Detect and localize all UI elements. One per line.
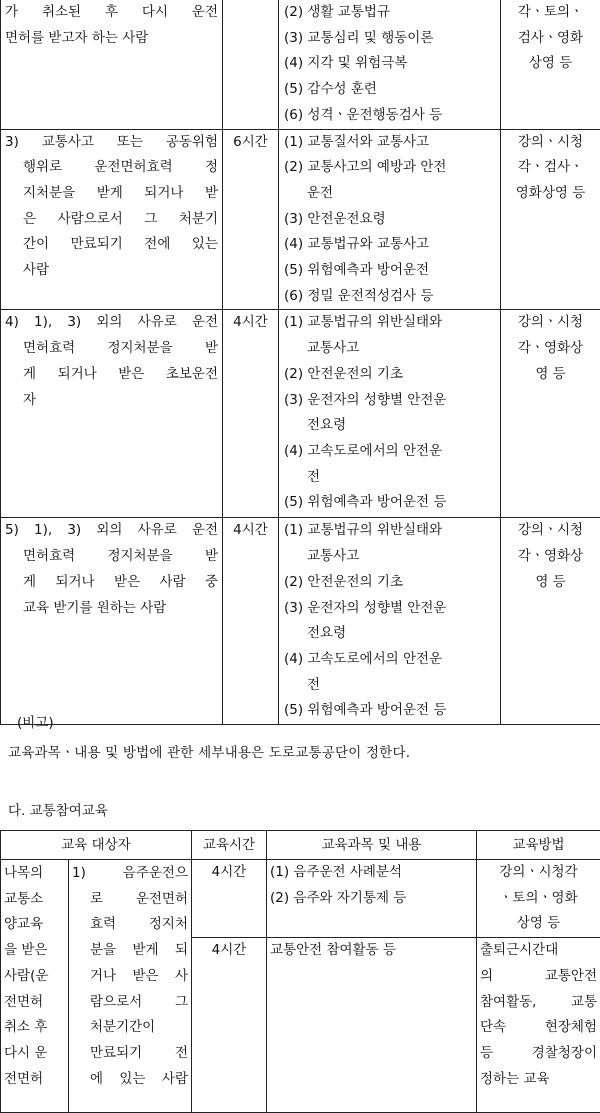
subject-item: 운전	[280, 181, 496, 207]
target-line: 분을 받게 되	[72, 938, 188, 964]
method-line: 각ㆍ검사ㆍ	[505, 155, 596, 181]
subject-item: 전	[280, 673, 496, 699]
subject-item: (2) 교통사고의 예방과 안전	[280, 155, 496, 181]
target-cell	[69, 860, 192, 1113]
category-cell	[1, 860, 69, 1113]
method-line: 출퇴근시간대	[480, 938, 597, 964]
method-cell	[501, 310, 600, 518]
header-row	[1, 831, 600, 860]
subjects-cell	[279, 518, 501, 725]
subject-item: 전	[280, 465, 496, 491]
note-label: (비고)	[17, 712, 54, 734]
category-line: 전면허	[4, 1067, 65, 1093]
method-cell	[501, 129, 600, 310]
target-line: 사람	[5, 258, 218, 284]
subject-item: 교통사고	[280, 336, 496, 362]
subject-item: (4) 고속도로에서의 안전운	[280, 647, 496, 673]
target-cell	[1, 518, 223, 725]
hours-cell	[223, 129, 279, 310]
subjects-cell	[267, 860, 477, 938]
method-line: 영 등	[505, 570, 596, 596]
target-cell	[1, 129, 223, 310]
subject-item: (3) 교통심리 및 행동이론	[280, 26, 496, 52]
target-line: 게 되거나 받은 사람 중	[5, 570, 218, 596]
subject-item: (5) 위험예측과 방어운전 등	[280, 698, 496, 724]
target-line: 처분기간이	[72, 1015, 188, 1041]
method-line: 단속 현장체험	[480, 1015, 597, 1041]
subject-item: (3) 운전자의 성향별 안전운	[280, 596, 496, 622]
table-row	[1, 129, 600, 310]
category-line: 을 받은	[4, 938, 65, 964]
method-line: 각ㆍ영화상	[505, 544, 596, 570]
header-method: 교육방법	[477, 831, 600, 860]
footnote-text: 교육과목ㆍ내용 및 방법에 관한 세부내용은 도로교통공단이 정한다.	[8, 742, 410, 764]
header-subjects: 교육과목 및 내용	[267, 831, 477, 860]
subject-item: (6) 정밀 운전적성검사 등	[280, 284, 496, 310]
target-line: 만료되기 전	[72, 1041, 188, 1067]
method-line: 검사ㆍ영화	[505, 26, 596, 52]
target-line: 지처분을 받게 되거나 받	[5, 181, 218, 207]
category-line: 다시 운	[4, 1041, 65, 1067]
subject-item: (4) 지각 및 위험극복	[280, 51, 496, 77]
header-hours: 교육시간	[192, 831, 267, 860]
subject-item: (2) 안전운전의 기초	[280, 570, 496, 596]
method-cell	[501, 0, 600, 129]
hours-cell	[223, 518, 279, 725]
target-line: 1) 음주운전으	[72, 861, 188, 887]
subject-item: (4) 고속도로에서의 안전운	[280, 439, 496, 465]
method-line: 상영 등	[505, 51, 596, 77]
subject-item: (5) 감수성 훈련	[280, 77, 496, 103]
method-line: 각ㆍ영화상	[505, 336, 596, 362]
method-line: 강의ㆍ시청	[505, 518, 596, 544]
method-cell	[501, 518, 600, 725]
subject-item: 전요령	[280, 413, 496, 439]
hours-cell	[223, 310, 279, 518]
hours-value: 4시간	[195, 938, 263, 964]
category-line: 양교육	[4, 912, 65, 938]
target-line: 에 있는 사람	[72, 1067, 188, 1093]
subject-item: 전요령	[280, 621, 496, 647]
subject-item: (5) 위험예측과 방어운전 등	[280, 490, 496, 516]
method-line: 의 교통안전	[480, 964, 597, 990]
target-line: 면허효력 정지처분을 받	[5, 336, 218, 362]
subject-item: (2) 생활 교통법규	[280, 0, 496, 26]
subject-item: (1) 교통질서와 교통사고	[280, 130, 496, 156]
hours-cell	[192, 938, 267, 1113]
hours-cell	[192, 860, 267, 938]
method-line: 영 등	[505, 362, 596, 388]
target-line: 면허효력 정지처분을 받	[5, 544, 218, 570]
subjects-cell	[279, 129, 501, 310]
method-line: 정하는 교육	[480, 1067, 597, 1093]
hours-value: 4시간	[227, 518, 274, 544]
target-line: 로 운전면허	[72, 887, 188, 913]
subject-item: 교통사고	[280, 544, 496, 570]
method-line: 영화상영 등	[505, 181, 596, 207]
category-line: 전면허	[4, 990, 65, 1016]
header-target: 교육 대상자	[1, 831, 192, 860]
subjects-cell	[279, 310, 501, 518]
hours-value: 4시간	[227, 310, 274, 336]
category-line: 사람(운	[4, 964, 65, 990]
method-line: 각ㆍ토의ㆍ	[505, 0, 596, 26]
category-line: 교통소	[4, 887, 65, 913]
method-line: 상영 등	[480, 911, 597, 937]
table-row	[1, 518, 600, 725]
section-title: 다. 교통참여교육	[8, 800, 108, 822]
target-line: 3) 교통사고 또는 공동위험	[5, 130, 218, 156]
subject-item: (3) 안전운전요령	[280, 207, 496, 233]
target-line: 효력 정지처	[72, 912, 188, 938]
method-line: 강의ㆍ시청각	[480, 860, 597, 886]
subject-item: (4) 교통법규와 교통사고	[280, 232, 496, 258]
target-line: 4) 1), 3) 외의 사유로 운전	[5, 310, 218, 336]
table-row	[1, 310, 600, 518]
subjects-cell	[279, 0, 501, 129]
subject-item: (6) 성격ㆍ운전행동검사 등	[280, 103, 496, 129]
target-line: 5) 1), 3) 외의 사유로 운전	[5, 518, 218, 544]
subject-item: (2) 음주와 자기통제 등	[270, 886, 473, 912]
traffic-participation-table	[0, 830, 600, 1113]
hours-value: 6시간	[227, 130, 274, 156]
target-line: 자	[5, 388, 218, 414]
target-line: 면허를 받고자 하는 사람	[5, 26, 218, 52]
hours-cell	[223, 0, 279, 129]
target-line: 행위로 운전면허효력 정	[5, 155, 218, 181]
subject-item: (5) 위험예측과 방어운전	[280, 258, 496, 284]
subject-item: (3) 운전자의 성향별 안전운	[280, 388, 496, 414]
subject-item: 교통안전 참여활동 등	[270, 938, 473, 964]
subject-item: (1) 교통법규의 위반실태와	[280, 310, 496, 336]
subject-item: (1) 음주운전 사례분석	[270, 860, 473, 886]
category-line: 취소 후	[4, 1015, 65, 1041]
subject-item: (1) 교통법규의 위반실태와	[280, 518, 496, 544]
method-line: 강의ㆍ시청	[505, 310, 596, 336]
target-line: 거나 받은 사	[72, 964, 188, 990]
target-line: 교육 받기를 원하는 사람	[5, 596, 218, 622]
target-cell	[1, 310, 223, 518]
method-cell	[477, 860, 600, 938]
table-row	[1, 860, 600, 938]
method-cell	[477, 938, 600, 1113]
hours-value: 4시간	[195, 860, 263, 886]
subjects-cell	[267, 938, 477, 1113]
method-line: 등 경찰청장이	[480, 1041, 597, 1067]
method-line: ㆍ토의ㆍ영화	[480, 886, 597, 912]
category-line: 나목의	[4, 861, 65, 887]
target-line: 가 취소된 후 다시 운전	[5, 0, 218, 26]
method-line: 참여활동, 교통	[480, 990, 597, 1016]
target-line: 게 되거나 받은 초보운전	[5, 362, 218, 388]
target-line: 은 사람으로서 그 처분기	[5, 207, 218, 233]
table-row	[1, 0, 600, 129]
method-line: 강의ㆍ시청	[505, 130, 596, 156]
subject-item: (2) 안전운전의 기초	[280, 362, 496, 388]
target-line: 람으로서 그	[72, 990, 188, 1016]
target-line: 간이 만료되기 전에 있는	[5, 232, 218, 258]
target-cell	[1, 0, 223, 129]
